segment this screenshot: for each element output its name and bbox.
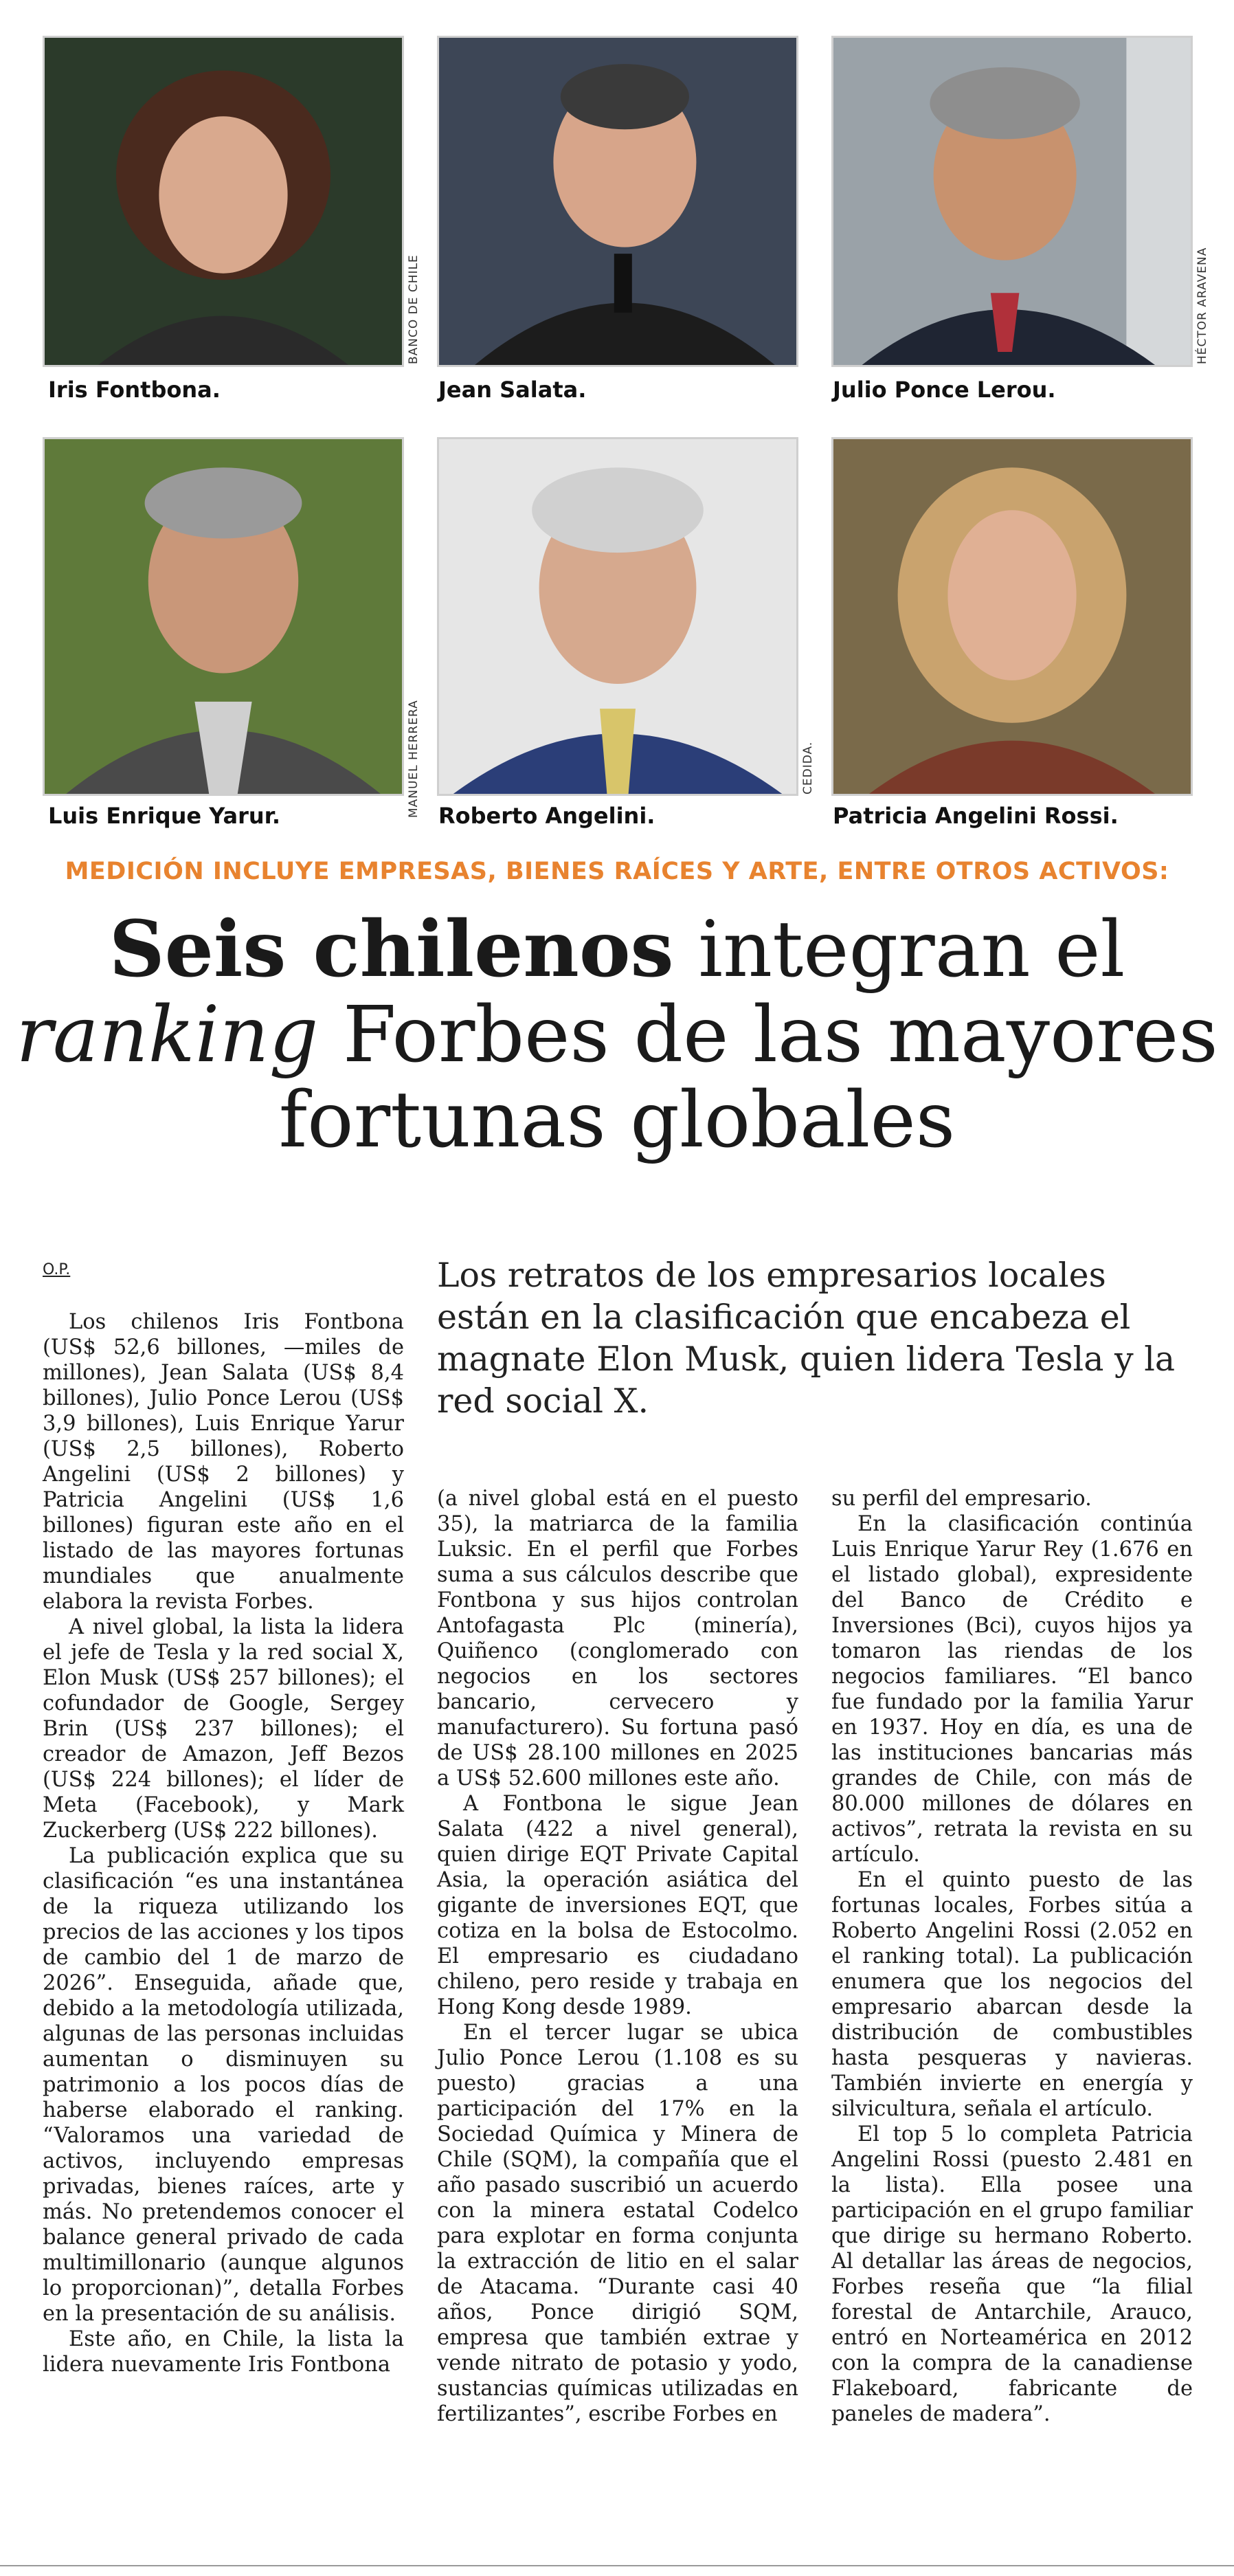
col3-paragraph-4: El top 5 lo completa Patricia Angelini Rossi (puesto 2.481 en la lista). Ella posee una participación en el grupo familiar que dirige su hermano Roberto. Al detallar las áreas de negocios, Forbes reseña que “la filial forestal de Antarchile, Arauco, entró en Norteamérica en 2012 con la compra de la canadiense Flakeboard, fabricante de paneles de madera”. (831, 2122, 1193, 2426)
col3-paragraph-2: En la clasificación continúa Luis Enrique Yarur Rey (1.676 en el listado global), expresidente del Banco de Crédito e Inversiones (Bci), cuyos hijos ya tomaron las riendas de los negocios familiares. “El banco fue fundado por la familia Yarur en 1937. Hoy en día, es una de las instituciones bancarias más grandes de Chile, con más de 80.000 millones de dólares en activos”, retrata la revista en su artículo. (831, 1512, 1193, 1867)
photo-roberto-angelini (437, 437, 798, 796)
caption-luis-enrique-yarur: Luis Enrique Yarur. (48, 803, 281, 829)
headline-rest-2: Forbes de las mayores (318, 990, 1218, 1080)
caption-jean-salata: Jean Salata. (438, 377, 587, 403)
photo-julio-ponce-lerou (831, 36, 1193, 367)
col2-paragraph-1: (a nivel global está en el puesto 35), la matriarca de la familia Luksic. En el perfil que Forbes suma a sus cálculos describe que Fontbona y sus hijos controlan Antofagasta Plc (minería), Quiñenco (conglomerado con negocios en los sectores bancario, cervecero y manufacturero). Su fortuna pasó de US$ 28.100 millones en 2025 a US$ 52.600 millones este año. (437, 1487, 798, 1790)
portrait-image (833, 38, 1191, 365)
col2-paragraph-2: A Fontbona le sigue Jean Salata (422 a nivel general), quien dirige EQT Private Capital Asia, la operación asiática del gigante de inversiones EQT, que cotiza en la bolsa de Estocolmo. El empresario es ciudadano chileno, pero reside y trabaja en Hong Kong desde 1989. (437, 1792, 798, 2019)
byline: O.P. (43, 1261, 71, 1278)
headline-line-3: fortunas globales (278, 1076, 956, 1165)
caption-patricia-angelini-rossi: Patricia Angelini Rossi. (833, 803, 1119, 829)
col1-paragraph-3: La publicación explica que su clasificación “es una instantánea de la riqueza utilizando los precios de las acciones y los tipos de cambio del 1 de marzo de 2026”. Enseguida, añade que, debido a la metodología utilizada, algunas de las personas incluidas aumentan o disminuyen su patrimonio a los pocos días de haberse elaborado el ranking. “Valoramos una variedad de activos, incluyendo empresas privadas, bienes raíces, arte y más. No pretendemos conocer el balance general privado de cada multimillonario (aunque algunos lo proporcionan)”, detalla Forbes en la presentación de su análisis. (43, 1844, 404, 2326)
lead-paragraph: Los retratos de los empresarios locales están en la clasificación que encabeza el magnate Elon Musk, quien lidera Tesla y la red social X. (437, 1256, 1176, 1421)
headline-rest-1: integran el (673, 905, 1125, 995)
photo-jean-salata (437, 36, 798, 367)
body-column-3 (831, 1486, 1193, 2427)
col1-paragraph-2: A nivel global, la lista la lidera el jefe de Tesla y la red social X, Elon Musk (US$ 257 billones); el cofundador de Google, Sergey Brin (US$ 237 billones); el creador de Amazon, Jeff Bezos (US$ 224 billones); el líder de Meta (Facebook), y Mark Zuckerberg (US$ 222 billones). (43, 1615, 404, 1843)
portrait-image (439, 38, 796, 365)
photo-credit-hector-aravena: HÉCTOR ARAVENA (1196, 247, 1209, 364)
kicker: MEDICIÓN INCLUYE EMPRESAS, BIENES RAÍCES Y ARTE, ENTRE OTROS ACTIVOS: (65, 858, 1169, 885)
col1-paragraph-4: Este año, en Chile, la lista la lidera nuevamente Iris Fontbona (43, 2327, 404, 2377)
headline-bold: Seis chilenos (109, 904, 674, 995)
caption-iris-fontbona: Iris Fontbona. (48, 377, 221, 403)
headline-line-2 (0, 992, 1234, 1078)
col3-paragraph-3: En el quinto puesto de las fortunas locales, Forbes sitúa a Roberto Angelini Rossi (2.052 en el ranking total). La publicación enumera que los negocios del empresario abarcan desde la distribución de combustibles hasta pesqueras y navieras. También invierte en energía y silvicultura, señala el artículo. (831, 1868, 1193, 2121)
portrait-image (833, 439, 1191, 794)
headline-italic: ranking (16, 990, 319, 1080)
caption-julio-ponce-lerou: Julio Ponce Lerou. (833, 377, 1056, 403)
col2-paragraph-3: En el tercer lugar se ubica Julio Ponce Lerou (1.108 es su puesto) gracias a una participación del 17% en la Sociedad Química y Minera de Chile (SQM), la compañía que el año pasado suscribió un acuerdo con la minera estatal Codelco para explotar en forma conjunta la extracción de litio en el salar de Atacama. “Durante casi 40 años, Ponce dirigió SQM, empresa que también extrae y vende nitrato de potasio y yodo, sustancias químicas utilizadas en fertilizantes”, escribe Forbes en (437, 2021, 798, 2426)
photo-credit-cedida: CEDIDA. (801, 741, 815, 795)
bottom-rule (0, 2565, 1234, 2566)
portrait-image (439, 439, 796, 794)
portrait-image (45, 439, 402, 794)
col1-paragraph-1: Los chilenos Iris Fontbona (US$ 52,6 billones, —miles de millones), Jean Salata (US$ 8,4 billones), Julio Ponce Lerou (US$ 3,9 billones), Luis Enrique Yarur (US$ 2,5 billones), Roberto Angelini (US$ 2 billones) y Patricia Angelini (US$ 1,6 billones) figuran este año en el listado de las mayores fortunas mundiales que anualmente elabora la revista Forbes. (43, 1310, 404, 1614)
body-column-1 (43, 1309, 404, 2377)
headline (0, 904, 1234, 1165)
body-column-2 (437, 1486, 798, 2427)
caption-roberto-angelini: Roberto Angelini. (438, 803, 655, 829)
photo-iris-fontbona (43, 36, 404, 367)
headline-line-1 (0, 904, 1234, 995)
photo-luis-enrique-yarur (43, 437, 404, 796)
photo-credit-manuel-herrera: MANUEL HERRERA (407, 700, 420, 818)
portrait-image (45, 38, 402, 365)
photo-credit-banco-de-chile: BANCO DE CHILE (407, 254, 420, 364)
col3-paragraph-1: su perfil del empresario. (831, 1487, 1092, 1511)
photo-patricia-angelini-rossi (831, 437, 1193, 796)
